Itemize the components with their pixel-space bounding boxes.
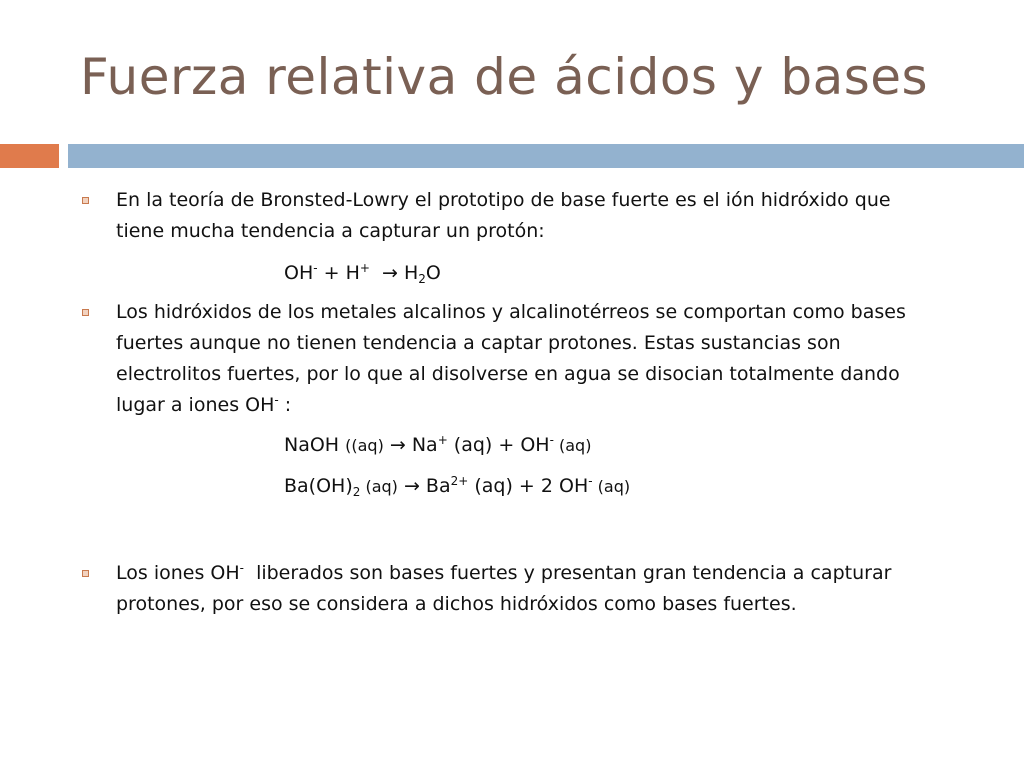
square-bullet-icon — [82, 309, 89, 316]
eq1-o: O — [425, 262, 441, 284]
eq1-plus: + — [317, 262, 346, 284]
bullet-3-line-1-start: Los iones OH — [116, 562, 240, 584]
eq2-aq: ((aq) — [345, 436, 384, 455]
eq2-na-charge: + — [437, 433, 448, 447]
bullet-3-line-1 — [116, 558, 976, 589]
bullet-3-line-2: protones, por eso se considera a dichos hidróxidos como bases fuertes. — [116, 593, 797, 615]
square-bullet-icon — [82, 570, 89, 577]
equation-2 — [284, 430, 591, 461]
eq3-ba-charge: 2+ — [450, 474, 469, 488]
eq3-subscript: 2 — [352, 485, 361, 499]
eq1-subscript: 2 — [418, 272, 426, 286]
eq2-oh-charge: - — [549, 433, 554, 447]
eq3-oh: (aq) + 2 OH — [468, 475, 589, 497]
eq3-aq-end: (aq) — [592, 477, 631, 496]
bullet-1-line-1: En la teoría de Bronsted-Lowry el prototipo de base fuerte es el ión hidróxido que — [116, 189, 891, 211]
eq2-naoh: NaOH — [284, 434, 346, 456]
eq3-oh-charge: - — [588, 474, 593, 488]
bullet-3-charge: - — [239, 561, 244, 575]
bullet-2-line-4-text: lugar a iones OH — [116, 394, 275, 416]
eq1-oh: OH — [284, 262, 314, 284]
slide-title: Fuerza relativa de ácidos y bases — [80, 48, 929, 106]
bullet-paragraph-3 — [116, 558, 976, 620]
eq1-h-charge: + — [359, 261, 370, 275]
eq3-arrow-ba: → Ba — [397, 475, 451, 497]
square-bullet-icon — [82, 197, 89, 204]
bullet-3-line-1-rest: liberados son bases fuertes y presentan gran tendencia a capturar — [243, 562, 892, 584]
eq2-aq-end: (aq) — [553, 436, 592, 455]
bullet-paragraph-2 — [116, 297, 976, 421]
eq3-baoh: Ba(OH) — [284, 475, 353, 497]
bullet-2-line-2: fuertes aunque no tienen tendencia a captar protones. Estas sustancias son — [116, 332, 841, 354]
eq1-arrow: → H — [369, 262, 419, 284]
eq1-oh-charge: - — [313, 261, 318, 275]
eq1-h: H — [345, 262, 360, 284]
bullet-2-line-1: Los hidróxidos de los metales alcalinos y alcalinotérreos se comportan como bases — [116, 301, 906, 323]
eq2-arrow-na: → Na — [383, 434, 438, 456]
bullet-1-line-2: tiene mucha tendencia a capturar un protón: — [116, 220, 545, 242]
bullet-paragraph-1 — [116, 185, 976, 247]
eq3-aq: (aq) — [360, 477, 398, 496]
bullet-2-colon: : — [278, 394, 292, 416]
equation-3 — [284, 471, 630, 502]
bullet-2-line-4 — [116, 390, 976, 421]
bullet-2-charge: - — [274, 393, 279, 407]
eq2-oh: (aq) + OH — [447, 434, 550, 456]
equation-1 — [284, 258, 441, 289]
bullet-2-line-3: electrolitos fuertes, por lo que al disolverse en agua se disocian totalmente dando — [116, 363, 900, 385]
